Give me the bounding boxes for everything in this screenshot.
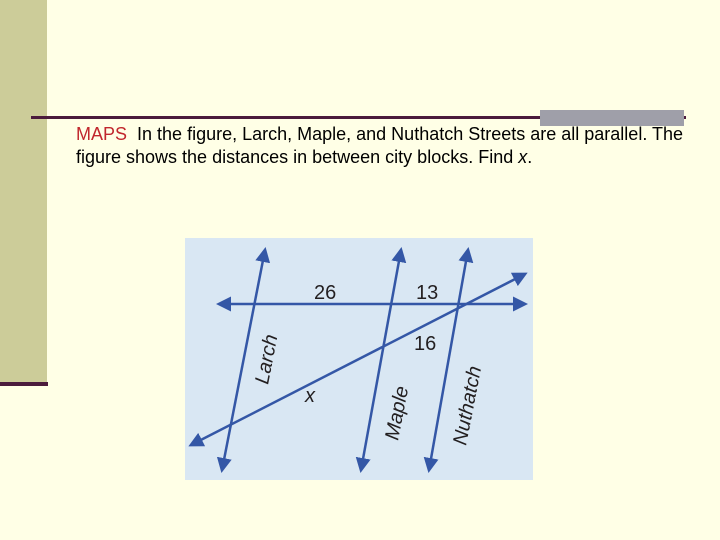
segment-label-26: 26 [314, 282, 337, 304]
parallel-streets-figure [185, 238, 533, 480]
sidebar-rule [0, 382, 48, 386]
nuthatch-label: Nuthatch [449, 364, 487, 447]
problem-variable: x [518, 147, 528, 167]
segment-label-13: 13 [416, 282, 439, 304]
problem-statement: In the figure, Larch, Maple, and Nuthatch Streets are all parallel. The figure shows the distances in between city blocks. Find [76, 124, 684, 167]
problem-end: . [527, 147, 533, 167]
sidebar-decoration [0, 0, 47, 385]
segment-label-x: x [305, 385, 315, 407]
maps-label: MAPS [76, 124, 128, 144]
segment-label-16: 16 [414, 333, 437, 355]
maple-label: Maple [381, 384, 414, 442]
larch-label: Larch [251, 332, 283, 386]
problem-text [76, 123, 696, 169]
figure-svg [185, 238, 533, 480]
